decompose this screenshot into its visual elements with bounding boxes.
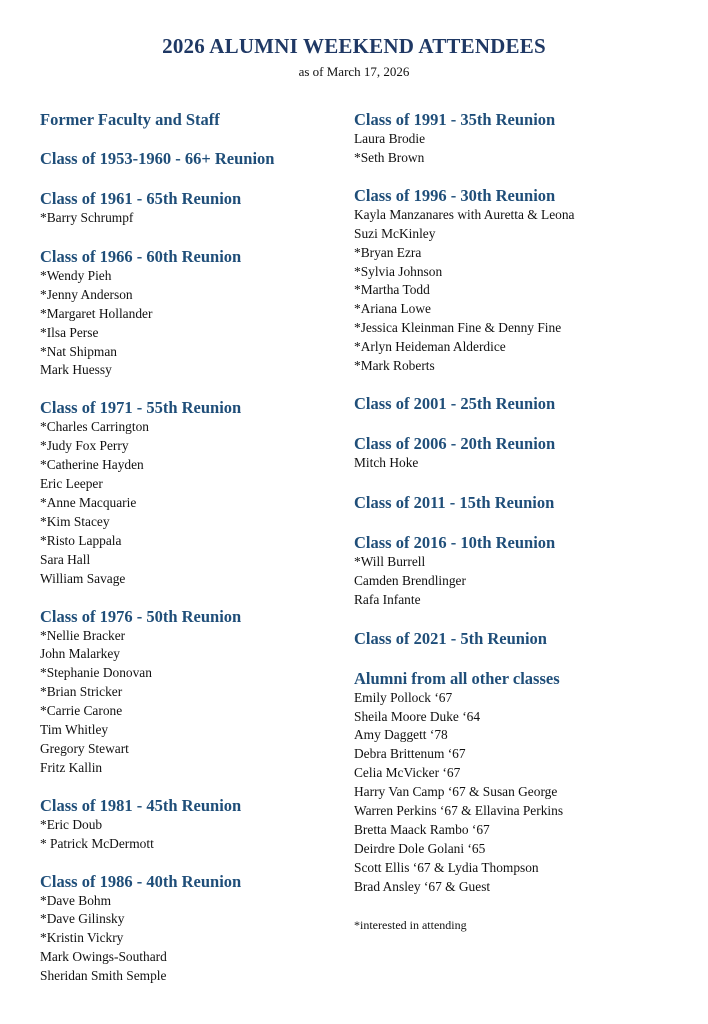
attendee-list xyxy=(354,454,684,473)
section-heading: Class of 2006 - 20th Reunion xyxy=(354,433,556,453)
attendee-name: Sheila Moore Duke ‘64 xyxy=(354,708,481,724)
attendee-name: Amy Daggett ‘78 xyxy=(354,727,448,743)
attendee-name: *Sylvia Johnson xyxy=(354,263,443,279)
attendee-name: *Kim Stacey xyxy=(40,513,110,529)
attendee-list xyxy=(40,267,340,380)
section-heading: Former Faculty and Staff xyxy=(40,110,220,129)
class-section xyxy=(40,189,340,228)
attendee-name: *Dave Gilinsky xyxy=(40,911,125,927)
class-section xyxy=(40,149,340,169)
attendee-name: Suzi McKinley xyxy=(354,225,436,241)
section-heading: Class of 1976 - 50th Reunion xyxy=(40,606,242,626)
attendee-name: *Ilsa Perse xyxy=(40,324,99,340)
attendee-list xyxy=(354,689,684,897)
class-section xyxy=(354,186,684,376)
attendee-name: Debra Brittenum ‘67 xyxy=(354,746,466,762)
attendee-name: Fritz Kallin xyxy=(40,759,103,775)
attendee-list xyxy=(354,206,684,376)
class-section xyxy=(40,872,340,987)
attendee-name: *Seth Brown xyxy=(354,149,425,165)
attendee-list xyxy=(40,209,340,228)
section-heading: Class of 2001 - 25th Reunion xyxy=(354,393,556,413)
attendee-name: Sara Hall xyxy=(40,551,91,567)
attendee-name: *Martha Todd xyxy=(354,282,430,298)
class-section xyxy=(40,607,340,778)
attendee-name: Bretta Maack Rambo ‘67 xyxy=(354,821,490,837)
attendee-name: Mark Owings-Southard xyxy=(40,949,167,965)
attendee-name: Rafa Infante xyxy=(354,591,421,607)
attendee-name: *Wendy Pieh xyxy=(40,267,112,283)
attendee-name: *Barry Schrumpf xyxy=(40,210,134,225)
attendee-name: Camden Brendlinger xyxy=(354,572,466,588)
attendee-name: Eric Leeper xyxy=(40,476,103,492)
class-section xyxy=(40,247,340,380)
attendee-name: *Dave Bohm xyxy=(40,892,112,908)
section-heading: Alumni from all other classes xyxy=(354,668,560,688)
attendee-name: *Jenny Anderson xyxy=(40,286,133,302)
attendee-name: *Margaret Hollander xyxy=(40,305,153,321)
class-section xyxy=(354,493,684,513)
section-heading: Class of 1986 - 40th Reunion xyxy=(40,871,242,891)
attendee-name: *Kristin Vickry xyxy=(40,930,124,946)
attendee-name: *Anne Macquarie xyxy=(40,494,137,510)
attendee-name: *Carrie Carone xyxy=(40,703,123,719)
class-section xyxy=(354,629,684,649)
attendee-name: *Ariana Lowe xyxy=(354,301,431,317)
attendee-name: Warren Perkins ‘67 & Ellavina Perkins xyxy=(354,803,564,819)
class-section xyxy=(354,533,684,610)
attendee-name: *Bryan Ezra xyxy=(354,244,422,260)
section-heading: Class of 1961 - 65th Reunion xyxy=(40,189,242,208)
attendee-list xyxy=(40,418,340,588)
left-column xyxy=(40,110,340,986)
attendee-name: *Charles Carrington xyxy=(40,419,149,435)
attendee-list xyxy=(40,627,340,778)
section-heading: Class of 1953-1960 - 66+ Reunion xyxy=(40,149,275,168)
attendee-name: *Catherine Hayden xyxy=(40,457,144,473)
attendee-name: Gregory Stewart xyxy=(40,740,129,756)
attendee-name: John Malarkey xyxy=(40,646,120,662)
footnote: *interested in attending xyxy=(354,917,467,932)
attendee-name: Deirdre Dole Golani ‘65 xyxy=(354,840,486,856)
attendee-name: William Savage xyxy=(40,570,126,586)
attendee-list xyxy=(354,130,684,168)
class-section xyxy=(354,394,684,414)
attendee-name: *Brian Stricker xyxy=(40,684,123,700)
section-heading: Class of 1981 - 45th Reunion xyxy=(40,795,242,815)
attendee-name: Laura Brodie xyxy=(354,131,426,146)
attendee-name: Mark Huessy xyxy=(40,362,112,378)
class-section xyxy=(40,398,340,588)
attendee-name: *Arlyn Heideman Alderdice xyxy=(354,339,506,355)
attendee-name: *Jessica Kleinman Fine & Denny Fine xyxy=(354,320,562,336)
class-section xyxy=(354,110,684,168)
attendee-name: *Risto Lappala xyxy=(40,532,122,548)
attendee-name: * Patrick McDermott xyxy=(40,835,154,851)
attendee-name: Harry Van Camp ‘67 & Susan George xyxy=(354,784,558,800)
section-heading: Class of 1966 - 60th Reunion xyxy=(40,246,242,266)
attendee-name: *Judy Fox Perry xyxy=(40,438,129,454)
attendee-name: *Nellie Bracker xyxy=(40,627,126,643)
attendee-name: Celia McVicker ‘67 xyxy=(354,765,461,781)
section-heading: Class of 1971 - 55th Reunion xyxy=(40,398,242,418)
page-title: 2026 ALUMNI WEEKEND ATTENDEES xyxy=(162,34,546,58)
attendee-list xyxy=(40,892,340,987)
right-column xyxy=(354,110,684,933)
class-section xyxy=(354,669,684,897)
attendee-list xyxy=(354,553,684,610)
attendee-name: Tim Whitley xyxy=(40,722,109,738)
attendee-name: *Stephanie Donovan xyxy=(40,665,152,681)
attendee-name: Brad Ansley ‘67 & Guest xyxy=(354,878,491,894)
attendee-name: Sheridan Smith Semple xyxy=(40,968,167,984)
class-section xyxy=(354,434,684,473)
attendee-name: Kayla Manzanares with Auretta & Leona xyxy=(354,206,575,222)
attendee-name: Emily Pollock ‘67 xyxy=(354,689,453,705)
attendee-name: *Nat Shipman xyxy=(40,343,117,359)
section-heading: Class of 2011 - 15th Reunion xyxy=(354,492,555,512)
class-section xyxy=(40,110,340,130)
attendee-name: *Eric Doub xyxy=(40,816,103,832)
section-heading: Class of 2016 - 10th Reunion xyxy=(354,532,556,552)
attendee-name: Scott Ellis ‘67 & Lydia Thompson xyxy=(354,859,539,875)
section-heading: Class of 1996 - 30th Reunion xyxy=(354,185,556,205)
as-of-date: as of March 17, 2026 xyxy=(298,64,410,79)
attendee-list xyxy=(40,816,340,854)
section-heading: Class of 2021 - 5th Reunion xyxy=(354,628,547,648)
attendee-name: *Will Burrell xyxy=(354,553,426,569)
class-section xyxy=(40,796,340,854)
section-heading: Class of 1991 - 35th Reunion xyxy=(354,110,556,129)
attendee-name: *Mark Roberts xyxy=(354,358,435,374)
attendee-name: Mitch Hoke xyxy=(354,454,419,470)
